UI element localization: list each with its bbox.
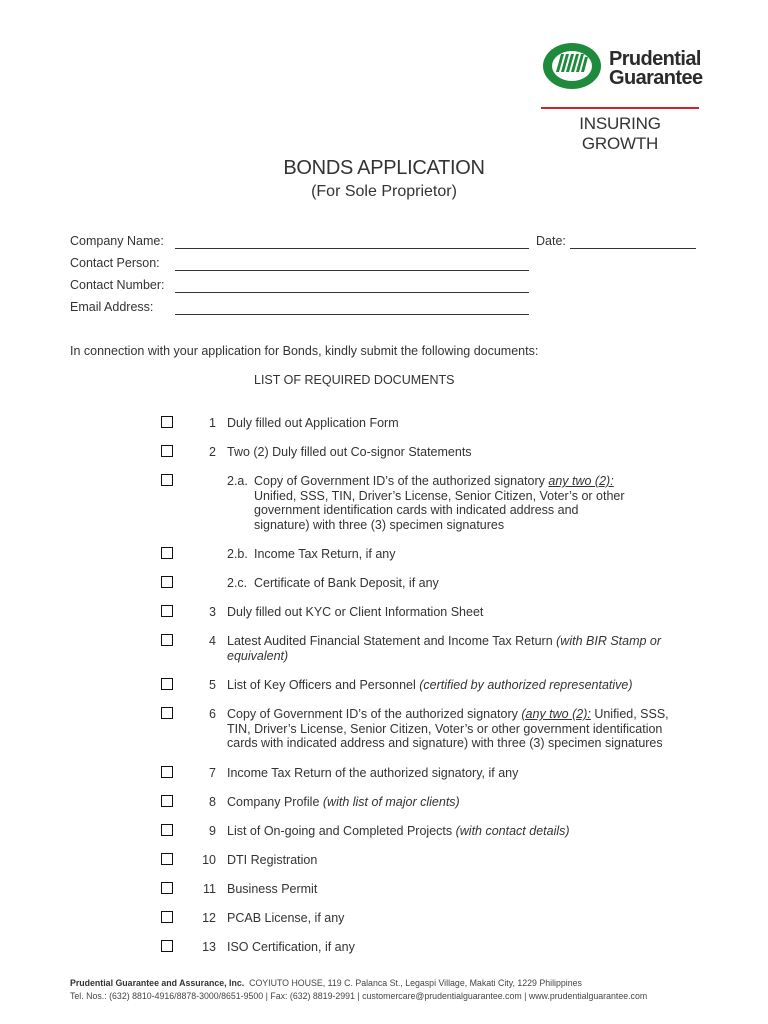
document-item: Company Profile (with list of major clients) (227, 795, 460, 809)
document-checkbox[interactable] (161, 882, 173, 894)
document-number: 1 (209, 416, 216, 430)
document-checkbox[interactable] (161, 576, 173, 588)
document-checkbox[interactable] (161, 474, 173, 486)
list-heading: LIST OF REQUIRED DOCUMENTS (254, 373, 455, 387)
document-checkbox[interactable] (161, 795, 173, 807)
page-title: BONDS APPLICATION (283, 157, 485, 179)
contact-person-label: Contact Person: (70, 256, 160, 270)
document-checkbox[interactable] (161, 940, 173, 952)
document-item: Duly filled out KYC or Client Information Sheet (227, 605, 484, 619)
document-checkbox[interactable] (161, 605, 173, 617)
company-name-label: Company Name: (70, 234, 164, 248)
document-item: List of On-going and Completed Projects (with contact details) (227, 824, 570, 838)
document-number: 6 (209, 707, 216, 721)
document-checkbox[interactable] (161, 416, 173, 428)
document-prefix: 2.a. (227, 474, 248, 488)
document-number: 12 (202, 911, 216, 925)
document-number: 7 (209, 766, 216, 780)
document-item: Income Tax Return, if any (254, 547, 396, 561)
document-checkbox[interactable] (161, 547, 173, 559)
email-address-label: Email Address: (70, 300, 154, 314)
document-prefix: 2.b. (227, 547, 248, 561)
document-checkbox[interactable] (161, 678, 173, 690)
document-item: Copy of Government ID’s of the authorized signatory (any two (2): Unified, SSS, TIN, Driver’s License, Senior Citizen, Voter’s or other government identification cards with indicated address and signature) with three (3) specimen signatures (227, 707, 669, 750)
document-number: 13 (202, 940, 216, 954)
footer-company-name: Prudential Guarantee and Assurance, Inc. (70, 978, 245, 988)
document-item: Business Permit (227, 882, 318, 896)
document-item: Two (2) Duly filled out Co-signor Statements (227, 445, 472, 459)
company-name-field[interactable] (175, 248, 529, 249)
footer-contacts: Tel. Nos.: (632) 8810-4916/8878-3000/8651-9500 | Fax: (632) 8819-2991 | customercare@prudentialguarantee.com | www.prudentialguarantee.com (70, 991, 648, 1001)
contact-person-field[interactable] (175, 270, 529, 271)
footer-address: COYIUTO HOUSE, 119 C. Palanca St., Legaspi Village, Makati City, 1229 Philippines (249, 978, 582, 988)
brand-divider (541, 107, 699, 109)
document-checkbox[interactable] (161, 766, 173, 778)
document-item: Income Tax Return of the authorized signatory, if any (227, 766, 519, 780)
intro-text: In connection with your application for Bonds, kindly submit the following documents: (70, 344, 539, 358)
document-number: 11 (203, 882, 216, 896)
document-checkbox[interactable] (161, 445, 173, 457)
document-item: Latest Audited Financial Statement and Income Tax Return (with BIR Stamp or equivalent) (227, 634, 662, 663)
document-item: ISO Certification, if any (227, 940, 355, 954)
document-checkbox[interactable] (161, 911, 173, 923)
footer-company-address (70, 978, 582, 988)
document-checkbox[interactable] (161, 824, 173, 836)
brand-name-line2: Guarantee (609, 67, 703, 89)
brand-name-line1: Prudential (609, 48, 701, 70)
document-checkbox[interactable] (161, 853, 173, 865)
document-item: Certificate of Bank Deposit, if any (254, 576, 439, 590)
document-prefix: 2.c. (227, 576, 248, 590)
company-logo-emblem (542, 42, 602, 90)
date-label: Date: (536, 234, 566, 248)
brand-tagline: INSURING GROWTH (579, 114, 661, 153)
document-number: 5 (209, 678, 216, 692)
document-number: 3 (209, 605, 216, 619)
email-address-field[interactable] (175, 314, 529, 315)
document-number: 8 (209, 795, 216, 809)
document-item: Duly filled out Application Form (227, 416, 399, 430)
date-field[interactable] (570, 248, 696, 249)
page-subtitle: (For Sole Proprietor) (311, 183, 457, 200)
document-number: 4 (209, 634, 216, 648)
document-checkbox[interactable] (161, 634, 173, 646)
document-item: PCAB License, if any (227, 911, 345, 925)
brand-name (609, 50, 729, 88)
contact-number-field[interactable] (175, 292, 529, 293)
document-number: 2 (209, 445, 216, 459)
contact-number-label: Contact Number: (70, 278, 165, 292)
document-number: 10 (202, 853, 216, 867)
document-number: 9 (209, 824, 216, 838)
document-item: DTI Registration (227, 853, 318, 867)
document-item: List of Key Officers and Personnel (certified by authorized representative) (227, 678, 633, 692)
document-item: Copy of Government ID’s of the authorized signatory any two (2): Unified, SSS, TIN, Driver’s License, Senior Citizen, Voter’s or other government identification cards with indicated address and signature) with three (3) specimen signatures (254, 474, 625, 532)
document-checkbox[interactable] (161, 707, 173, 719)
